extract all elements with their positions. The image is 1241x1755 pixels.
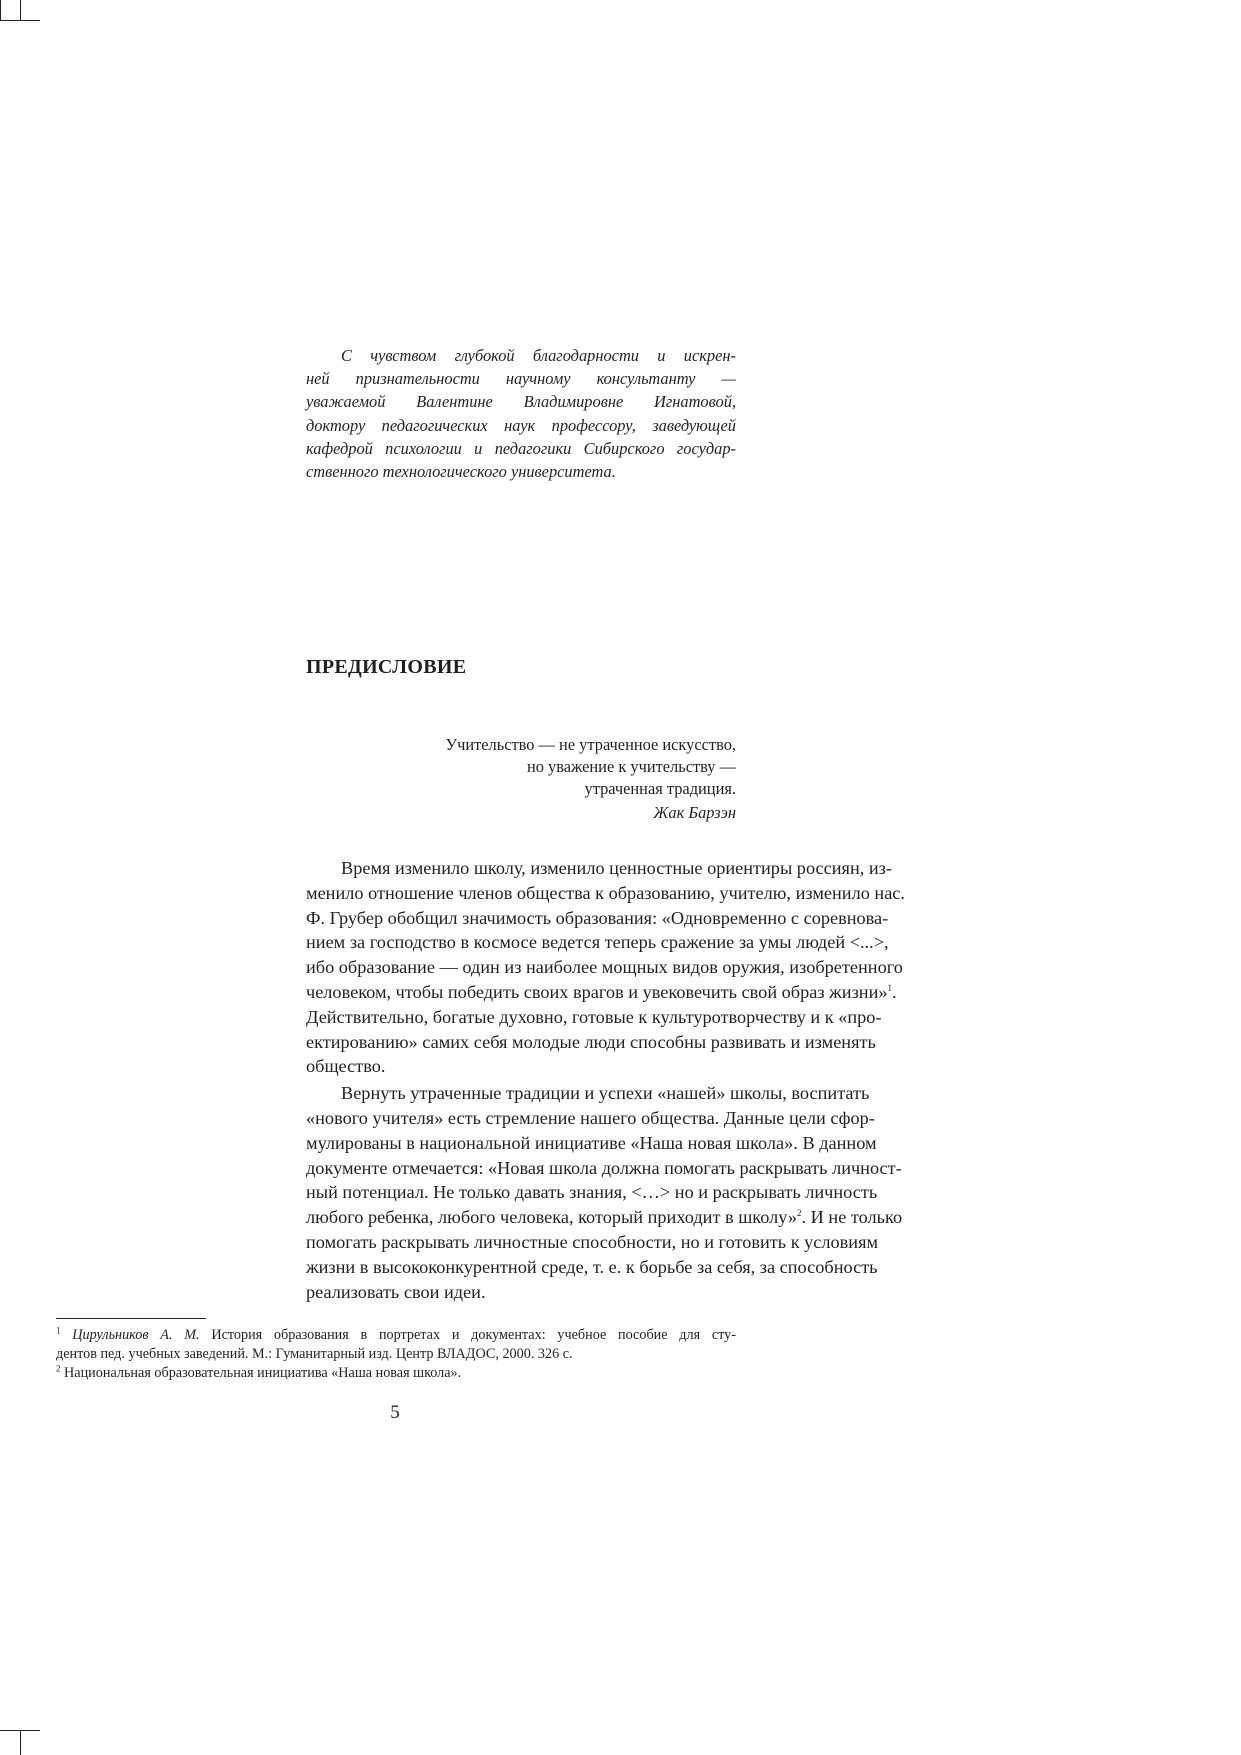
- paragraph-line: [306, 1205, 903, 1230]
- crop-mark-bottom-tick: [20, 1730, 21, 1755]
- footnote-number: 1: [56, 1325, 61, 1336]
- epigraph-author: Жак Барзэн: [653, 803, 736, 822]
- footnotes: [56, 1326, 736, 1383]
- paragraph-line: Действительно, богатые духовно, готовые к культуротворчеству и к «про-: [306, 1006, 882, 1027]
- crop-mark-top-tick: [20, 0, 21, 20]
- paragraph-line: жизни в высококонкурентной среде, т. е. к борьбе за себя, за способность: [306, 1256, 878, 1277]
- paragraph-line: реализовать свои идеи.: [306, 1281, 486, 1302]
- section-heading: ПРЕДИСЛОВИЕ: [306, 656, 467, 678]
- footnote-1-continuation: дентов пед. учебных заведений. М.: Гуманитарный изд. Центр ВЛАДОС, 2000. 326 с.: [56, 1346, 573, 1362]
- paragraph-line: нием за господство в космосе ведется теперь сражение за умы людей <...>,: [306, 932, 889, 953]
- footnote-text: Национальная образовательная инициатива «Наша новая школа».: [60, 1365, 462, 1381]
- page-number: 5: [390, 1402, 400, 1423]
- epigraph-line: Учительство — не утраченное искусство,: [445, 735, 736, 754]
- paragraph-line: документе отмечается: «Новая школа должна помогать раскрывать личност-: [306, 1157, 902, 1178]
- paragraph-line: Ф. Грубер обобщил значимость образования: «Одновременно с соревнова-: [306, 907, 889, 928]
- footnote-2: [56, 1364, 736, 1383]
- paragraph-line: Вернуть утраченные традиции и успехи «нашей» школы, воспитать: [341, 1083, 870, 1104]
- dedication-line: уважаемой Валентине Владимировне Игнатовой,: [306, 392, 736, 412]
- paragraph-line: общество.: [306, 1056, 386, 1077]
- paragraph-line: ектированию» самих себя молодые люди способны развивать и изменять: [306, 1031, 876, 1052]
- dedication-line: ственного технологического университета.: [306, 462, 616, 482]
- paragraph-line: помогать раскрывать личностные способности, но и готовить к условиям: [306, 1231, 879, 1252]
- dedication: [306, 344, 736, 483]
- paragraph-line-tail: . И не только: [801, 1207, 903, 1228]
- footnote-ref-1[interactable]: 1: [887, 982, 892, 993]
- footnote-1: [56, 1326, 736, 1345]
- dedication-line: кафедрой психологии и педагогики Сибирского государ-: [306, 438, 736, 458]
- paragraph-line-text: человеком, чтобы победить своих врагов и увековечить свой образ жизни»: [306, 981, 888, 1002]
- paragraph-line: менило отношение членов общества к образованию, учителю, изменило нас.: [306, 882, 905, 903]
- dedication-line: С чувством глубокой благодарности и искрен-: [341, 346, 736, 365]
- paragraph-line-tail: .: [892, 981, 897, 1002]
- paragraph-line: «нового учителя» есть стремление нашего общества. Данные цели сфор-: [306, 1107, 875, 1128]
- paragraph-line: мулированы в национальной инициативе «Наша новая школа». В данном: [306, 1132, 877, 1153]
- footnote-number: 2: [56, 1363, 61, 1374]
- paragraph-line-text: любого ребенка, любого человека, который приходит в школу»: [306, 1207, 798, 1228]
- epigraph-line: но уважение к учительству —: [526, 757, 736, 776]
- paragraph-line: ибо образование — один из наиболее мощных видов оружия, изобретенного: [306, 957, 903, 978]
- epigraph-line: утраченная традиция.: [584, 779, 736, 798]
- paragraph-line: Время изменило школу, изменило ценностные ориентиры россиян, из-: [341, 858, 892, 878]
- body-text: [306, 856, 905, 1304]
- epigraph: [306, 734, 736, 824]
- paragraph-line: ный потенциал. Не только давать знания, <…> но и раскрывать личность: [306, 1182, 878, 1203]
- crop-mark-top-horizontal: [0, 20, 40, 21]
- dedication-line: доктору педагогических наук профессору, заведующей: [306, 415, 736, 435]
- footnote-author: Цирульников А. М.: [72, 1327, 200, 1343]
- footnote-separator: [56, 1318, 206, 1319]
- crop-mark-top-vertical: [0, 0, 1, 20]
- footnote-ref-2[interactable]: 2: [797, 1208, 802, 1219]
- paragraph-line: [306, 980, 897, 1005]
- footnote-text: История образования в портретах и документах: учебное пособие для сту-: [199, 1327, 736, 1343]
- dedication-line: ней признательности научному консультанту —: [306, 369, 736, 389]
